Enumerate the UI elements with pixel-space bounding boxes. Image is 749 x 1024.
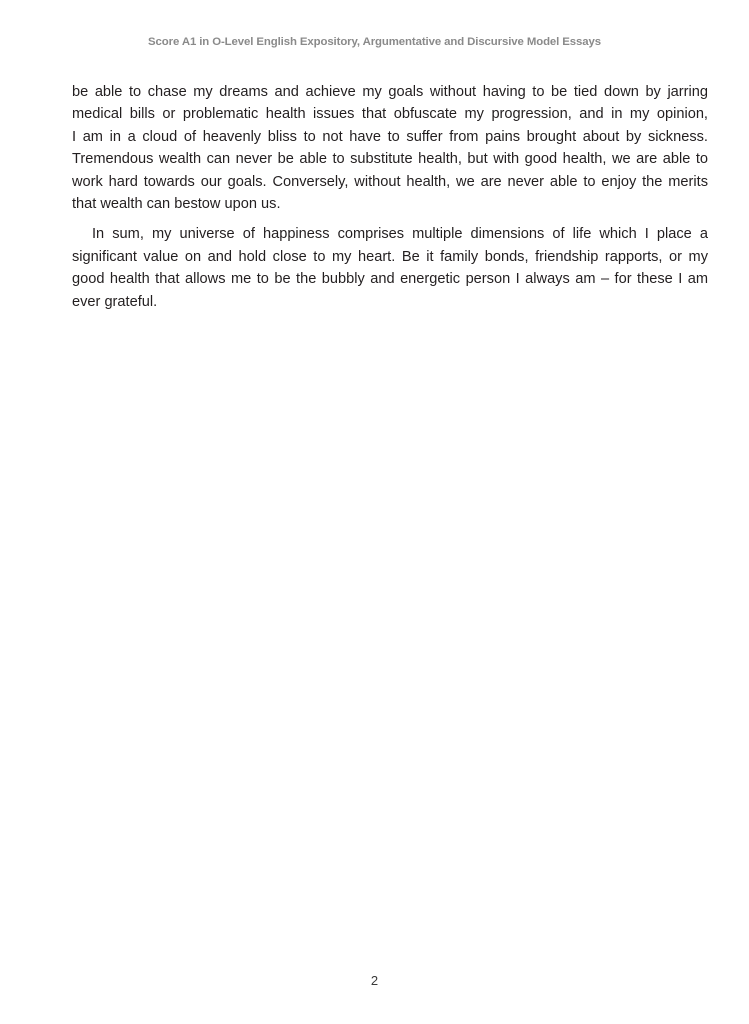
text-line: significant value on and hold close to my heart. Be it family bonds, friendship rapports, or my: [72, 248, 708, 265]
text-line: In sum, my universe of happiness comprises multiple dimensions of life which I place a: [92, 226, 708, 243]
text-line: that wealth can bestow upon us.: [72, 196, 281, 213]
text-line: medical bills or problematic health issues that obfuscate my progression, and in my opinion,: [72, 106, 708, 123]
text-line: be able to chase my dreams and achieve my goals without having to be tied down by jarring: [72, 84, 708, 100]
running-header: Score A1 in O-Level English Expository, Argumentative and Discursive Model Essays: [148, 36, 601, 48]
text-line: good health that allows me to be the bubbly and energetic person I always am – for these I am: [72, 271, 708, 288]
paragraph-1: [72, 81, 708, 215]
paragraph-2: [72, 223, 708, 313]
text-line: work hard towards our goals. Conversely, without health, we are never able to enjoy the merits: [72, 173, 708, 190]
body-text: [72, 81, 708, 313]
text-line: I am in a cloud of heavenly bliss to not have to suffer from pains brought about by sickness.: [72, 128, 708, 145]
page-number: 2: [370, 973, 379, 988]
text-line: Tremendous wealth can never be able to substitute health, but with good health, we are able to: [72, 151, 708, 168]
text-line: ever grateful.: [72, 293, 158, 310]
